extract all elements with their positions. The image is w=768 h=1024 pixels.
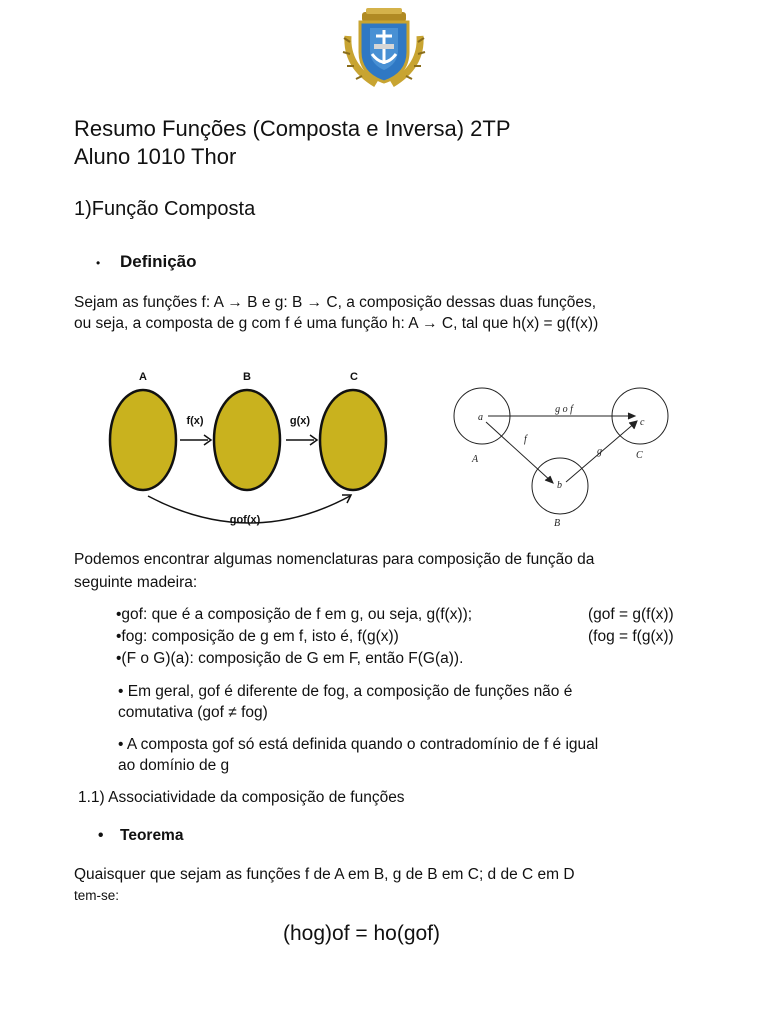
list-item-note: (gof = g(f(x)) (588, 606, 674, 623)
section-heading: 1)Função Composta (74, 198, 256, 220)
section-heading: 1.1) Associatividade da composição de funções (78, 789, 405, 806)
definicao-text-line2: ou seja, a composta de g com f é uma função h: A → C, tal que h(x) = g(f(x)) (74, 315, 599, 332)
point-b: b (557, 480, 562, 491)
set-a-ellipse (110, 390, 176, 490)
set-label-c: C (350, 371, 358, 383)
document-subtitle: Aluno 1010 Thor (74, 144, 237, 169)
theorem-equation: (hog)of = ho(gof) (283, 922, 441, 945)
arrow-label-gof: g o f (555, 404, 573, 415)
definicao-text-line1: Sejam as funções f: A → B e g: B → C, a composição dessas duas funções, (74, 294, 597, 311)
list-item: •fog: composição de g em f, isto é, f(g(x)) (116, 628, 399, 645)
bullet: • (98, 827, 104, 844)
naval-school-crest-icon (336, 6, 432, 88)
bullet: • (96, 256, 101, 270)
document-title: Resumo Funções (Composta e Inversa) 2TP (74, 116, 511, 141)
definicao-heading: Definição (120, 252, 197, 271)
set-label-b: B (554, 518, 561, 529)
composta-line2: ao domínio de g (118, 757, 230, 774)
composition-diagram-points (440, 378, 680, 534)
arrow-gof-icon (628, 413, 635, 419)
set-label-a: A (472, 454, 479, 465)
arrow-label-g: g (597, 446, 602, 457)
set-b-ellipse (214, 390, 280, 490)
set-label-c: C (636, 450, 643, 461)
set-c-ellipse (320, 390, 386, 490)
point-a: a (478, 412, 483, 423)
set-label-a: A (139, 371, 147, 383)
point-c: c (640, 417, 645, 428)
geral-line1: • Em geral, gof é diferente de fog, a composição de funções não é (118, 683, 573, 700)
arrow-label-f: f (524, 434, 527, 445)
composition-diagram-sets (100, 362, 400, 532)
nomenclatura-intro-line2: seguinte madeira: (74, 574, 198, 591)
list-item: •gof: que é a composição de f em g, ou seja, g(f(x)); (116, 606, 473, 623)
list-item-note: (fog = f(g(x)) (588, 628, 674, 645)
teorema-heading: Teorema (120, 827, 184, 844)
list-item: •(F o G)(a): composição de G em F, então F(G(a)). (116, 650, 464, 667)
arrow-g-icon (629, 421, 637, 429)
nomenclatura-intro-line1: Podemos encontrar algumas nomenclaturas para composição de função da (74, 551, 595, 568)
arrow-label-g: g(x) (289, 415, 311, 427)
curve-label: gof(x) (229, 514, 261, 526)
geral-line2: comutativa (gof ≠ fog) (118, 704, 268, 721)
composta-line1: • A composta gof só está definida quando o contradomínio de f é igual (118, 736, 599, 753)
logo (336, 6, 432, 88)
teorema-text-line2: tem-se: (74, 888, 120, 903)
set-label-b: B (243, 371, 251, 383)
teorema-text-line1: Quaisquer que sejam as funções f de A em B, g de B em C; d de C em D (74, 866, 575, 883)
arrow-label-f: f(x) (186, 415, 204, 427)
